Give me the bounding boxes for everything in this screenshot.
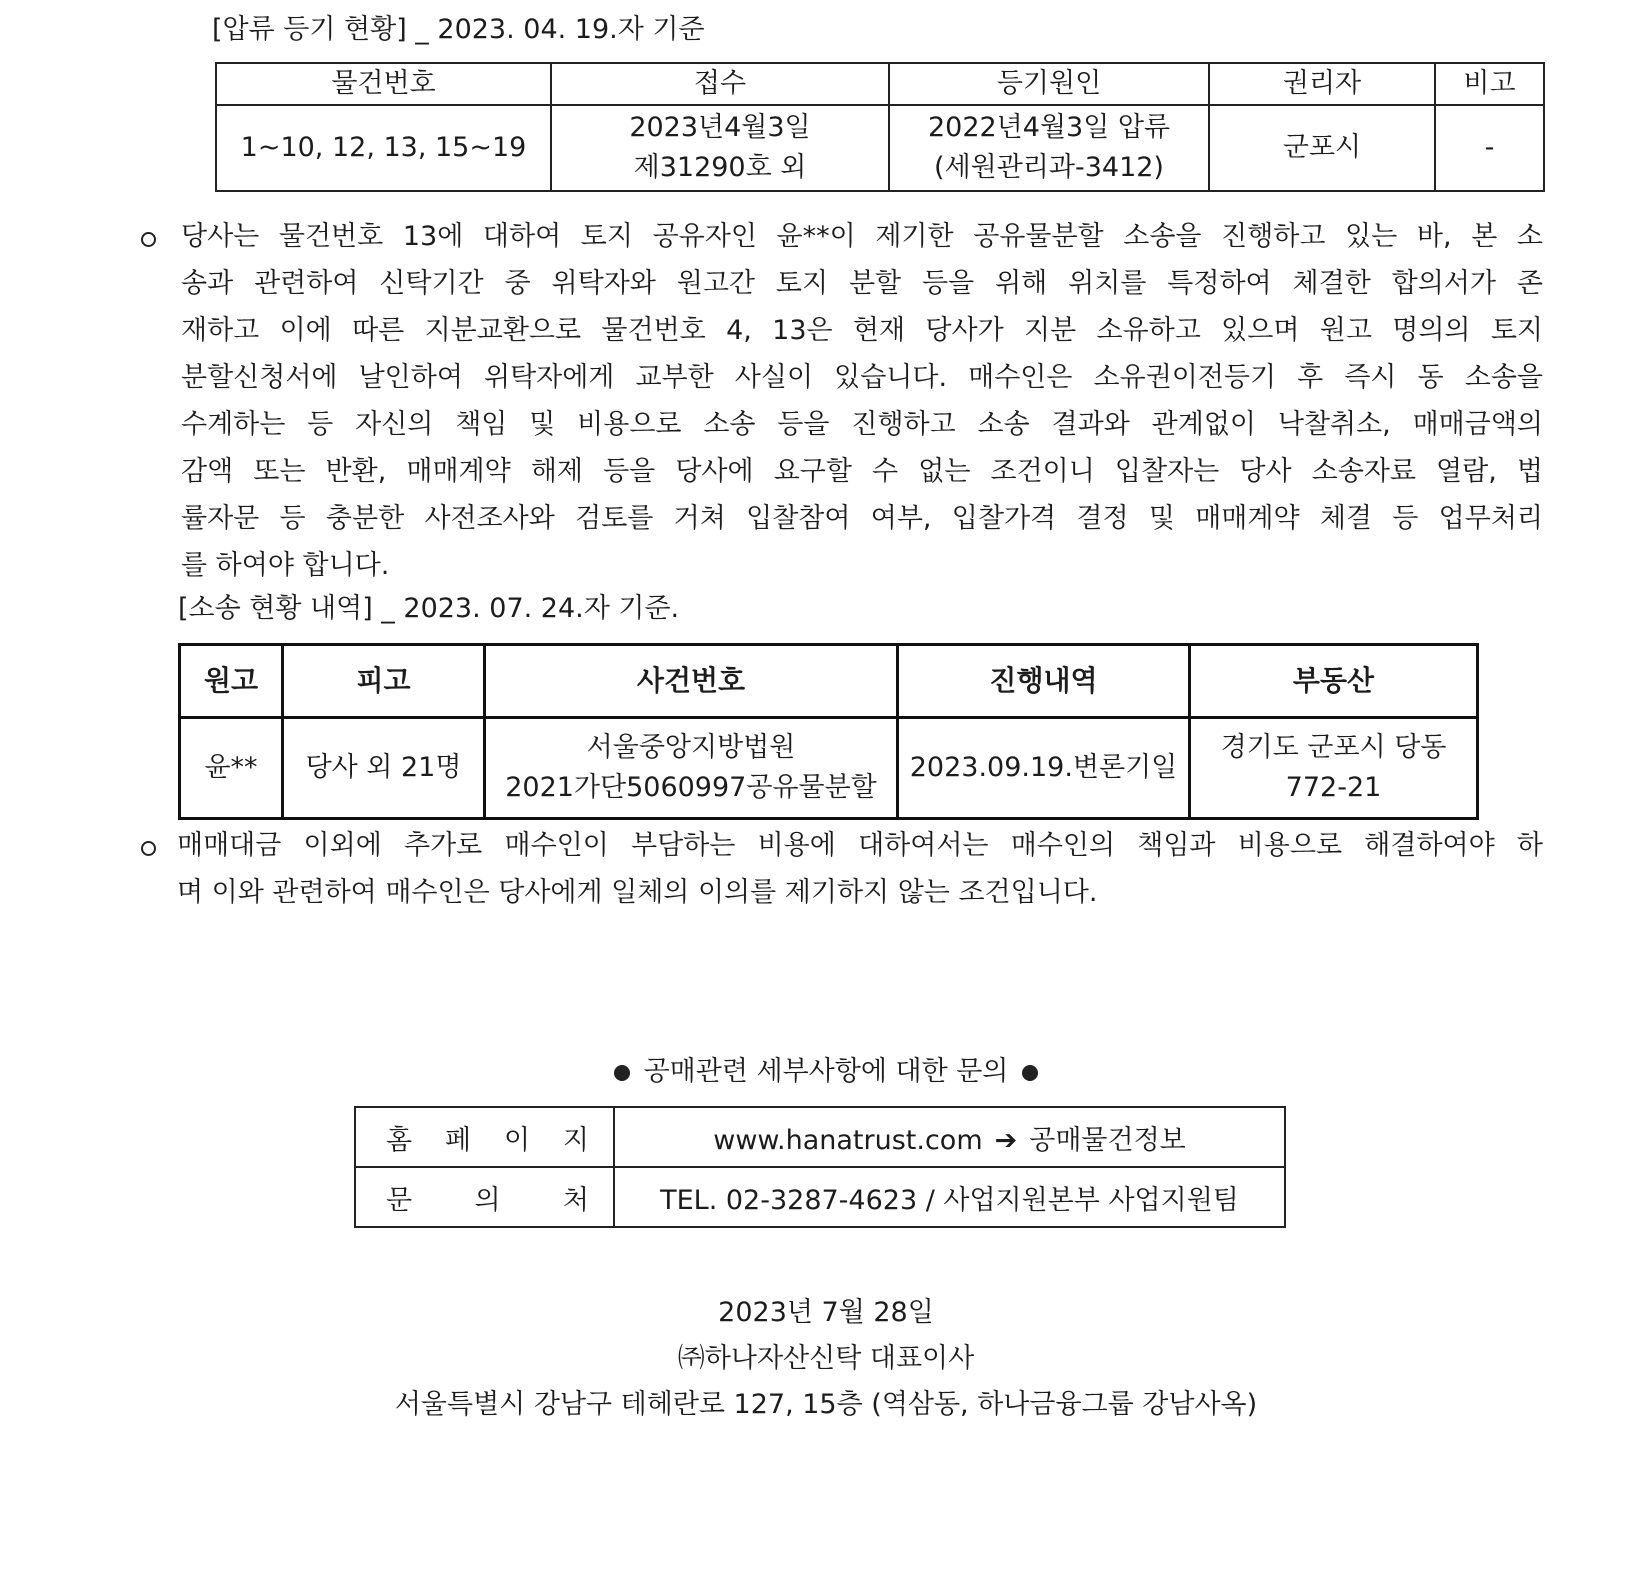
case-line: 서울중앙지방법원: [586, 732, 796, 763]
items-cell: 1~10, 12, 13, 15~19: [216, 105, 551, 191]
paragraph-line: 며 이와 관련하여 매수인은 당사에게 일체의 이의를 제기하지 않는 조건입니다.: [177, 877, 1098, 908]
table-row: [216, 105, 1544, 191]
receipt-cell: [551, 105, 889, 191]
holder-cell: 군포시: [1209, 105, 1435, 191]
paragraph-line: 감액 또는 반환, 매매계약 해제 등을 당사에 요구할 수 없는 조건이니 입찰자는 당사 소송자료 열람, 법: [181, 456, 1543, 487]
seizure-heading: [압류 등기 현황] _ 2023. 04. 19.자 기준: [212, 14, 705, 45]
paragraph-line: 재하고 이에 따른 지분교환으로 물건번호 4, 13은 현재 당사가 지분 소유하고 있으며 원고 명의의 토지: [181, 315, 1543, 346]
cause-line: 2022년4월3일 압류: [927, 112, 1171, 143]
table-row: [355, 1167, 1285, 1227]
case-line: 2021가단5060997공유물분할: [505, 772, 877, 803]
table-header-row: [216, 63, 1544, 105]
lawsuit-heading: [소송 현황 내역] _ 2023. 07. 24.자 기준.: [178, 593, 680, 624]
table-header-row: [180, 645, 1478, 718]
label-char: 문: [386, 1184, 413, 1216]
label-char: 이: [503, 1124, 531, 1156]
property-cell: [1190, 718, 1478, 819]
paragraph-line: 수계하는 등 자신의 책임 및 비용으로 소송 등을 진행하고 소송 결과와 관계없이 낙찰취소, 매매금액의: [181, 409, 1543, 440]
lawsuit-table: [178, 643, 1479, 820]
seizure-table: [215, 62, 1545, 192]
paragraph-2: [177, 830, 1543, 924]
label-char: 의: [474, 1184, 501, 1216]
column-header: 피고: [283, 645, 485, 718]
column-header: 원고: [180, 645, 283, 718]
bullet-dot-icon: [614, 1065, 630, 1081]
paragraph-line: 를 하여야 합니다.: [181, 550, 390, 581]
column-header: 비고: [1435, 63, 1544, 105]
label-char: 페: [444, 1124, 472, 1156]
receipt-line: 2023년4월3일: [629, 112, 811, 143]
contact-title: [0, 1056, 1652, 1088]
column-header: 진행내역: [898, 645, 1190, 718]
label-char: 지: [562, 1124, 589, 1156]
inquiry-label: [355, 1167, 614, 1227]
circle-bullet-icon: [141, 232, 156, 247]
contact-title-text: 공매관련 세부사항에 대한 문의: [643, 1056, 1009, 1087]
homepage-target: 공매물건정보: [1029, 1124, 1186, 1156]
label-char: 홈: [386, 1124, 413, 1156]
label-char: 처: [562, 1184, 589, 1216]
bullet-dot-icon: [1022, 1065, 1038, 1081]
inquiry-value: TEL. 02-3287-4623 / 사업지원본부 사업지원팀: [614, 1167, 1285, 1227]
paragraph-line: 송과 관련하여 신탁기간 중 위탁자와 원고간 토지 분할 등을 위해 위치를 특정하여 체결한 합의서가 존: [181, 268, 1543, 299]
column-header: 등기원인: [889, 63, 1209, 105]
circle-bullet-icon: [141, 841, 156, 856]
plaintiff-cell: 윤**: [180, 718, 283, 819]
receipt-line: 제31290호 외: [633, 152, 807, 183]
arrow-right-icon: ➔: [994, 1124, 1018, 1156]
column-header: 접수: [551, 63, 889, 105]
paragraph-line: 매매대금 이외에 추가로 매수인이 부담하는 비용에 대하여서는 매수인의 책임과 비용으로 해결하여야 하: [177, 830, 1543, 861]
footer-address: 서울특별시 강남구 테헤란로 127, 15층 (역삼동, 하나금융그룹 강남사옥): [394, 1389, 1258, 1420]
paragraph-line: 률자문 등 충분한 사전조사와 검토를 거쳐 입찰참여 여부, 입찰가격 결정 및 매매계약 체결 등 업무처리: [181, 503, 1543, 534]
table-row: [355, 1107, 1285, 1167]
paragraph-line: 당사는 물건번호 13에 대하여 토지 공유자인 윤**이 제기한 공유물분할 소송을 진행하고 있는 바, 본 소: [181, 221, 1543, 252]
column-header: 사건번호: [485, 645, 898, 718]
paragraph-line: 분할신청서에 날인하여 위탁자에게 교부한 사실이 있습니다. 매수인은 소유권이전등기 후 즉시 동 소송을: [181, 362, 1543, 393]
note-cell: -: [1435, 105, 1544, 191]
defendant-cell: 당사 외 21명: [283, 718, 485, 819]
property-line: 772-21: [1285, 772, 1382, 803]
cause-line: (세원관리과-3412): [934, 152, 1164, 183]
case-cell: [485, 718, 898, 819]
homepage-link[interactable]: www.hanatrust.com: [713, 1124, 983, 1156]
cause-cell: [889, 105, 1209, 191]
table-row: [180, 718, 1478, 819]
footer-company: ㈜하나자산신탁 대표이사: [677, 1343, 975, 1374]
column-header: 물건번호: [216, 63, 551, 105]
contact-table: [354, 1106, 1286, 1228]
homepage-value: [614, 1107, 1285, 1167]
progress-cell: 2023.09.19.변론기일: [898, 718, 1190, 819]
homepage-label: [355, 1107, 614, 1167]
property-line: 경기도 군포시 당동: [1220, 732, 1447, 763]
column-header: 부동산: [1190, 645, 1478, 718]
paragraph-1: [181, 221, 1543, 597]
column-header: 권리자: [1209, 63, 1435, 105]
footer-date: 2023년 7월 28일: [718, 1297, 934, 1328]
